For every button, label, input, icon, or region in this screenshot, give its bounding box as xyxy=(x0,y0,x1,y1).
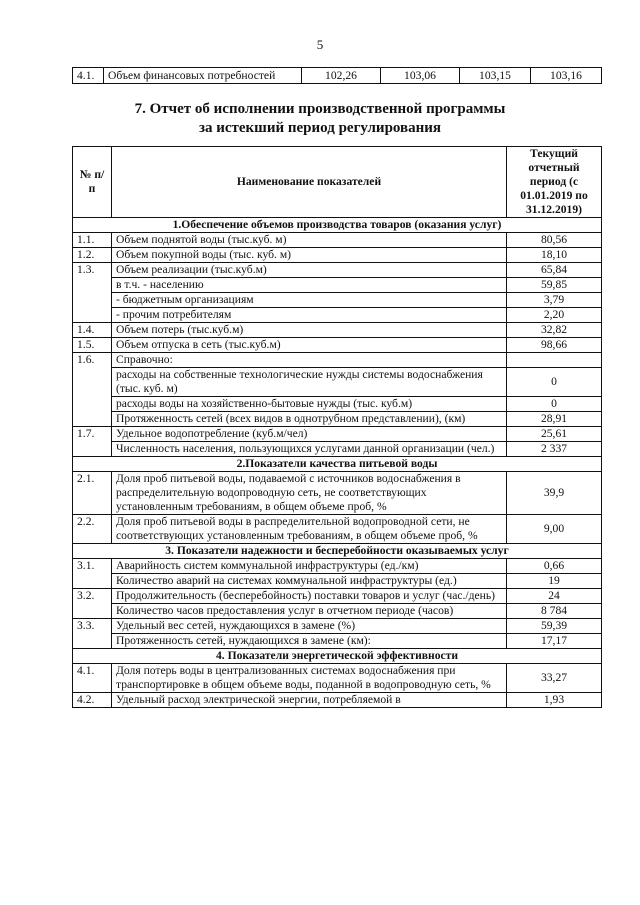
table-row: 3.2. Продолжительность (бесперебойность) поставки товаров и услуг (час./день) 24 xyxy=(73,589,602,604)
row-number: 4.1. xyxy=(73,68,104,84)
title-line: за истекший период регулирования xyxy=(198,120,442,136)
title-line: 7. Отчет об исполнении производственной программы xyxy=(134,101,506,117)
section-title xyxy=(0,100,640,138)
table-row: - прочим потребителям 2,20 xyxy=(73,308,602,323)
header-num: № п/п xyxy=(73,147,112,218)
table-row xyxy=(73,68,602,84)
table-row: 1.7. Удельное водопотребление (куб.м/чел) 25,61 xyxy=(73,427,602,442)
page-number: 5 xyxy=(316,37,324,52)
table-row: Численность населения, пользующихся услугами данной организации (чел.) 2 337 xyxy=(73,442,602,457)
table-row: расходы на собственные технологические нужды системы водоснабжения (тыс. куб. м) 0 xyxy=(73,368,602,397)
table-row: 2.1. Доля проб питьевой воды, подаваемой с источников водоснабжения в распределительную водопроводную сеть, не соответствующих установленным требованиям, в общем объеме проб, % 39,9 xyxy=(73,472,602,515)
section-header: 2.Показатели качества питьевой воды xyxy=(73,457,602,472)
table-row: Количество аварий на системах коммунальной инфраструктуры (ед.) 19 xyxy=(73,574,602,589)
value-cell: 103,16 xyxy=(531,68,602,84)
value-cell: 102,26 xyxy=(302,68,381,84)
table-row: 4.2. Удельный расход электрической энергии, потребляемой в 1,93 xyxy=(73,693,602,708)
value-cell: 103,06 xyxy=(381,68,460,84)
table-row: Протяженность сетей, нуждающихся в замене (км): 17,17 xyxy=(73,634,602,649)
table-row: Протяженность сетей (всех видов в однотрубном представлении), (км) 28,91 xyxy=(73,412,602,427)
table-row: 3.1. Аварийность систем коммунальной инфраструктуры (ед./км) 0,66 xyxy=(73,559,602,574)
table-row: 4.1. Доля потерь воды в централизованных системах водоснабжения при транспортировке в общем объеме воды, поданной в водопроводную сеть, % 33,27 xyxy=(73,664,602,693)
financial-needs-table xyxy=(72,67,602,84)
table-row: 1.4. Объем потерь (тыс.куб.м) 32,82 xyxy=(73,323,602,338)
section-header: 1.Обеспечение объемов производства товаров (оказания услуг) xyxy=(73,218,602,233)
table-row: 1.1. Объем поднятой воды (тыс.куб. м) 80,56 xyxy=(73,233,602,248)
section-header: 3. Показатели надежности и бесперебойности оказываемых услуг xyxy=(73,544,602,559)
header-name: Наименование показателей xyxy=(112,147,507,218)
header-period: Текущий отчетный период (с 01.01.2019 по 31.12.2019) xyxy=(507,147,602,218)
table-row: 1.3. Объем реализации (тыс.куб.м) 65,84 xyxy=(73,263,602,278)
table-row: 1.2. Объем покупной воды (тыс. куб. м) 18,10 xyxy=(73,248,602,263)
table-row: расходы воды на хозяйственно-бытовые нужды (тыс. куб.м) 0 xyxy=(73,397,602,412)
table-row: Количество часов предоставления услуг в отчетном периоде (часов) 8 784 xyxy=(73,604,602,619)
table-row: - бюджетным организациям 3,79 xyxy=(73,293,602,308)
table-row: в т.ч. - населению 59,85 xyxy=(73,278,602,293)
table-row: 1.6. Справочно: xyxy=(73,353,602,368)
value-cell: 103,15 xyxy=(460,68,531,84)
table-row: 3.3. Удельный вес сетей, нуждающихся в замене (%) 59,39 xyxy=(73,619,602,634)
header-row xyxy=(73,147,602,218)
program-report-table xyxy=(72,146,602,708)
row-name: Объем финансовых потребностей xyxy=(104,68,302,84)
table-row: 2.2. Доля проб питьевой воды в распределительной водопроводной сети, не соответствующих установленным требованиям, в общем объеме проб, % 9,00 xyxy=(73,515,602,544)
section-header: 4. Показатели энергетической эффективности xyxy=(73,649,602,664)
table-row: 1.5. Объем отпуска в сеть (тыс.куб.м) 98,66 xyxy=(73,338,602,353)
